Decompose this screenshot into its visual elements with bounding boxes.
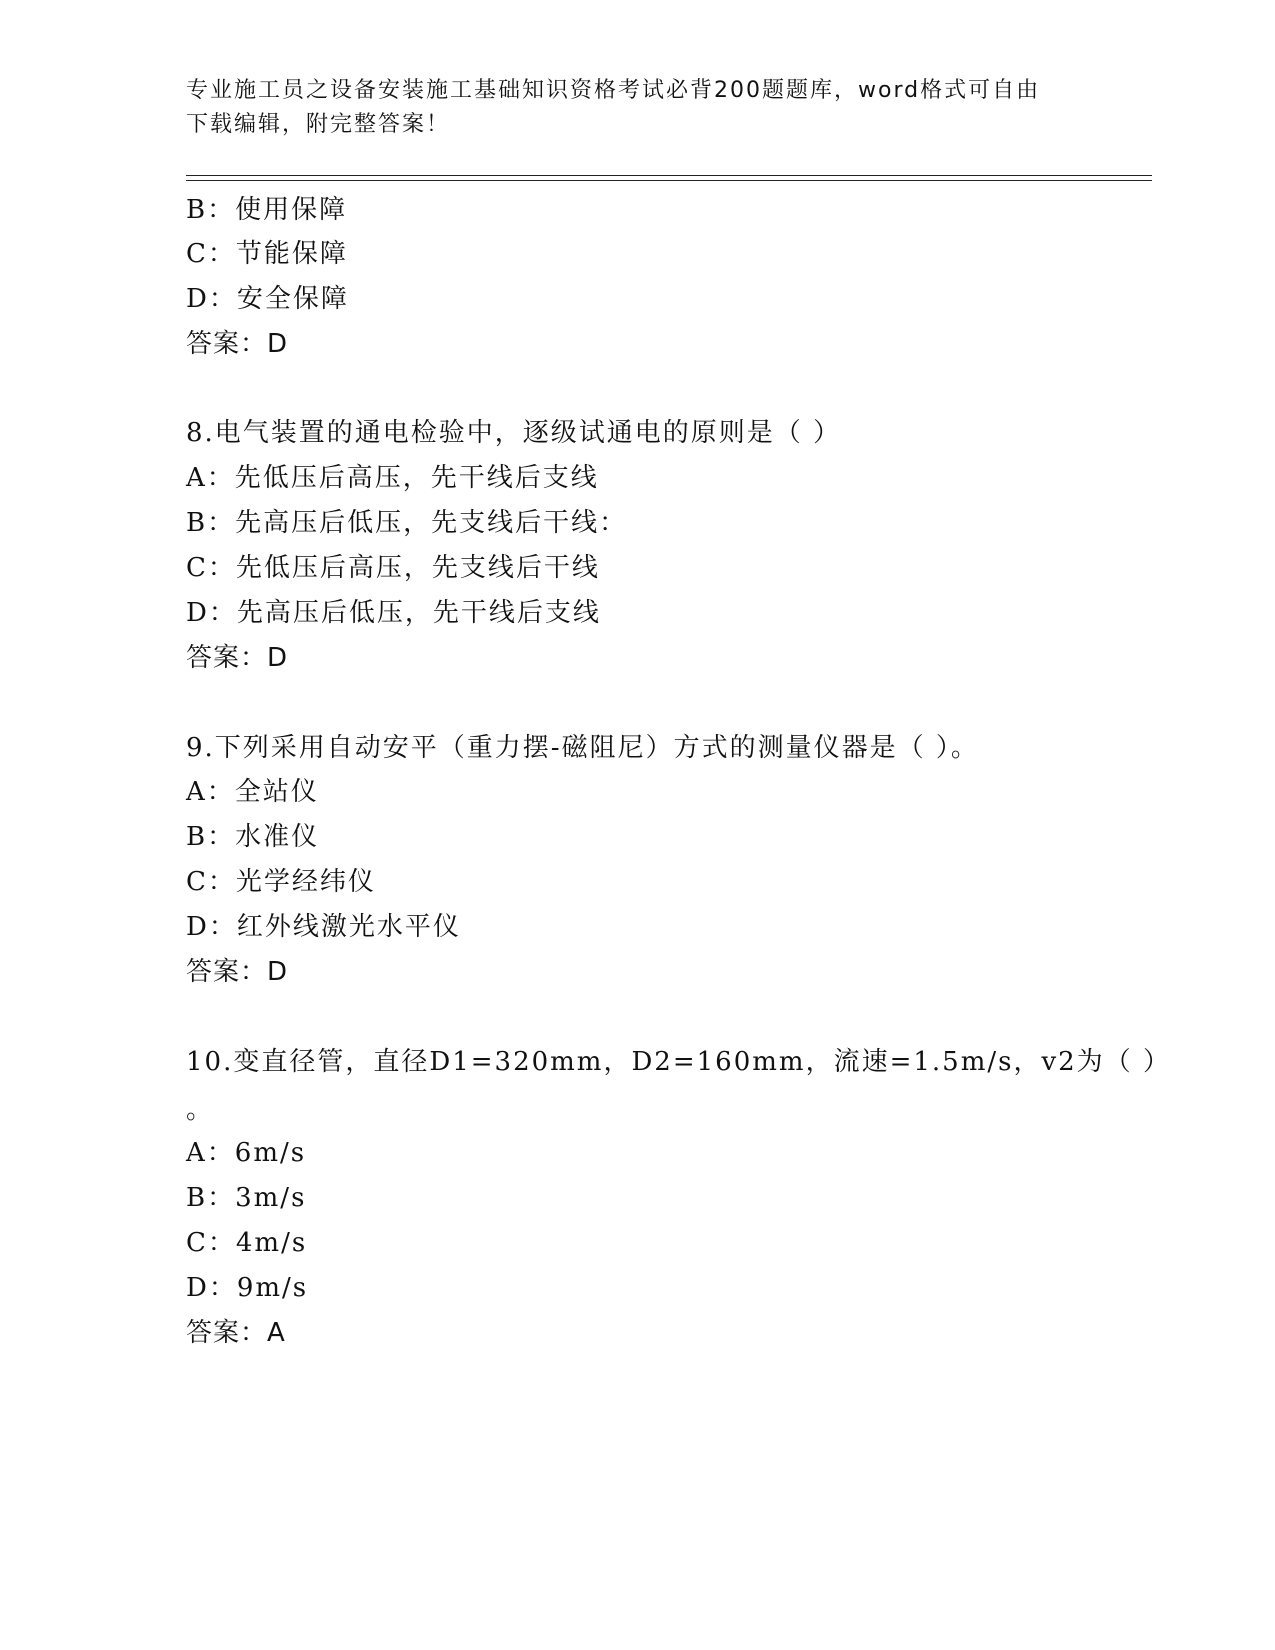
q10-option-d: D：9m/s [186,1273,309,1303]
q8-option-a: A：先低压后高压，先干线后支线 [186,463,599,493]
q9-option-d: D：红外线激光水平仪 [186,912,461,942]
q9-question: 9.下列采用自动安平（重力摆-磁阻尼）方式的测量仪器是（ ）。 [186,733,979,763]
q10-question-continuation: 。 [186,1095,215,1125]
q10-option-a: A：6m/s [186,1138,307,1168]
q10-option-c: C：4m/s [186,1228,308,1258]
q8-option-b: B：先高压后低压，先支线后干线： [186,508,628,538]
q9-option-c: C：光学经纬仪 [186,867,376,897]
q7-answer: 答案：D [186,329,289,359]
header-title-line-2: 下载编辑，附完整答案！ [186,112,451,137]
header-divider-bottom [186,180,1152,181]
q9-option-a: A：全站仪 [186,777,319,807]
q7-option-c: C：节能保障 [186,239,348,269]
q8-option-d: D：先高压后低压，先干线后支线 [186,598,601,628]
q7-option-b: B：使用保障 [186,195,348,225]
q8-option-c: C：先低压后高压，先支线后干线 [186,553,600,583]
q10-answer: 答案：A [186,1318,286,1348]
header-divider-top [186,175,1152,176]
q8-answer: 答案：D [186,643,289,673]
q10-option-b: B：3m/s [186,1183,307,1213]
document-header [186,74,1066,142]
q7-option-d: D：安全保障 [186,284,349,314]
q9-answer: 答案：D [186,957,289,987]
q10-question: 10.变直径管，直径D1=320mm，D2=160mm，流速=1.5m/s，v2为（ ） [186,1047,1171,1077]
q9-option-b: B：水准仪 [186,822,320,852]
q8-question: 8.电气装置的通电检验中，逐级试通电的原则是（ ） [186,418,842,448]
header-title-line-1: 专业施工员之设备安装施工基础知识资格考试必背200题题库，word格式可自由 [186,78,1041,103]
